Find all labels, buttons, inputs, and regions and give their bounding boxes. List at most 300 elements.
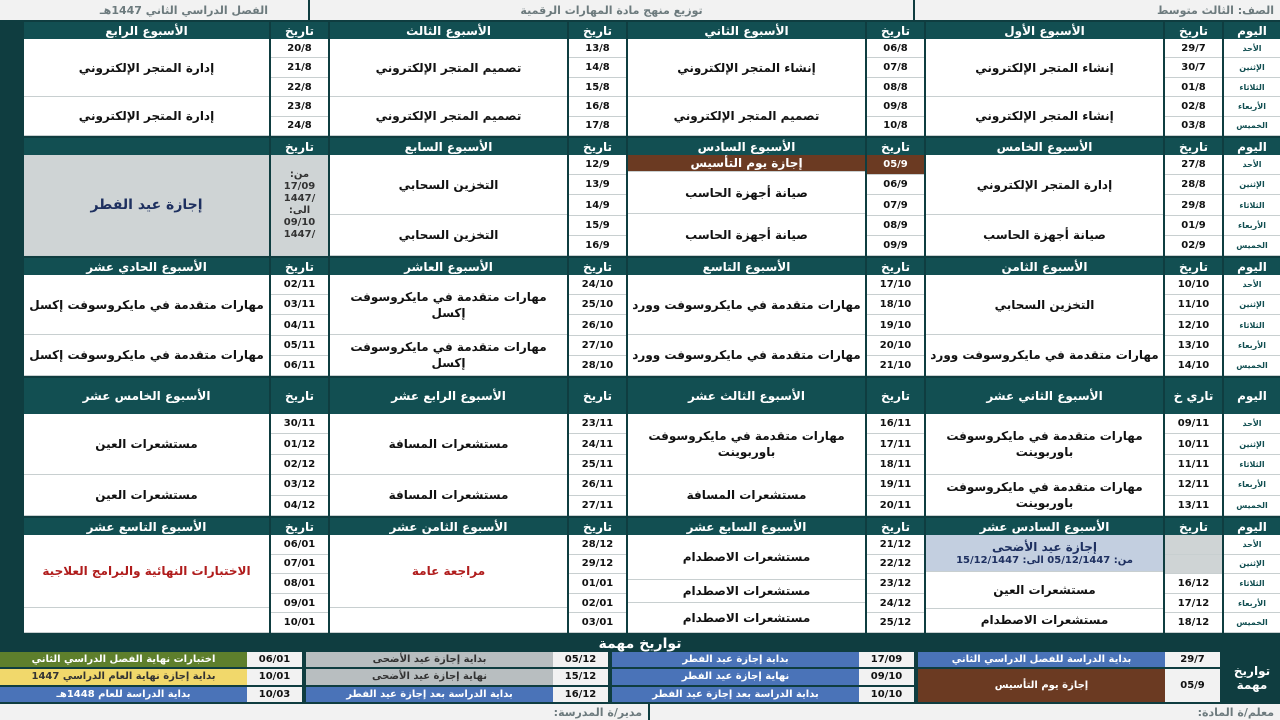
important-date-row: [306, 669, 610, 684]
date-column: [867, 22, 924, 136]
day-cell: الأحد: [1224, 414, 1280, 434]
date-cell: 06/9: [867, 175, 924, 195]
important-date-row: [0, 687, 304, 702]
lesson-cell: مهارات متقدمة في مايكروسوفت إكسل: [24, 335, 269, 376]
important-date-row: [306, 652, 610, 667]
date-column: [1165, 138, 1222, 256]
date-cell: 08/8: [867, 78, 924, 97]
date-cell: 17/8: [569, 117, 626, 136]
date-cell: 10/11: [1165, 434, 1222, 454]
date-header: تاريخ: [569, 22, 626, 39]
date-cell: 13/9: [569, 175, 626, 195]
week-header: الأسبوع الحادي عشر: [24, 258, 269, 275]
date-cell: 17/12: [1165, 594, 1222, 614]
teacher-field: معلم/ة المادة:: [650, 704, 1280, 720]
day-column: [1224, 378, 1280, 516]
date-cell: 01/12: [271, 434, 328, 454]
date-cell: 29/12: [569, 555, 626, 575]
lesson-cell: مستشعرات الاصطدام: [628, 580, 865, 603]
week-header: الأسبوع التاسع: [628, 258, 865, 275]
day-cell: الخميس: [1224, 236, 1280, 256]
week-header: الأسبوع الثاني عشر: [926, 378, 1163, 414]
week-header: الأسبوع السادس عشر: [926, 518, 1163, 535]
date-cell: 23/8: [271, 97, 328, 116]
date-column: [867, 518, 924, 633]
range-part: /1447: [283, 193, 316, 204]
date-cell: 18/12: [1165, 613, 1222, 633]
week-header: الأسبوع الأول: [926, 22, 1163, 39]
date-header: تاريخ: [867, 378, 924, 414]
lesson-column: [330, 22, 567, 136]
lesson-column: [926, 258, 1163, 376]
lesson-column: [24, 258, 269, 376]
important-date-value: 10/03: [247, 687, 302, 702]
date-column: [867, 138, 924, 256]
date-cell: 19/11: [867, 475, 924, 495]
date-header: تاريخ: [1165, 138, 1222, 155]
date-header: تاريخ: [271, 518, 328, 535]
date-cell: 11/11: [1165, 455, 1222, 475]
date-cell: 20/8: [271, 39, 328, 58]
range-part: من:: [289, 169, 310, 180]
date-column: [1165, 378, 1222, 516]
important-date-label: إجازة يوم التأسيس: [918, 669, 1165, 702]
holiday-banner: إجازة يوم التأسيس: [628, 155, 865, 172]
lesson-column: [926, 378, 1163, 516]
important-date-label: نهاية إجازة عيد الفطر: [612, 669, 859, 684]
date-cell: 14/8: [569, 58, 626, 77]
date-cell: 16/11: [867, 414, 924, 434]
lesson-body: [926, 275, 1163, 376]
day-cell: الخميس: [1224, 496, 1280, 516]
day-cell: الأربعاء: [1224, 336, 1280, 356]
date-cell: 09/9: [867, 236, 924, 256]
lesson-cell: الاختبارات النهائية والبرامج العلاجية: [24, 535, 269, 608]
day-cell: الخميس: [1224, 356, 1280, 376]
date-cell: 08/9: [867, 216, 924, 236]
date-cell: 21/10: [867, 356, 924, 376]
day-cell: الثلاثاء: [1224, 574, 1280, 594]
blank-cell: [24, 608, 269, 633]
day-cell: الثلاثاء: [1224, 455, 1280, 475]
date-cell: 24/12: [867, 594, 924, 614]
date-cell: 25/11: [569, 455, 626, 475]
date-cell: 01/9: [1165, 216, 1222, 236]
date-cell: 21/8: [271, 58, 328, 77]
week-header: الأسبوع السابع عشر: [628, 518, 865, 535]
date-cell: 15/9: [569, 216, 626, 236]
date-cell: 01/8: [1165, 78, 1222, 97]
important-col2: [612, 652, 916, 704]
date-cell: 10/01: [271, 613, 328, 633]
important-date-label: بداية الدراسة بعد إجازة عيد الفطر: [306, 687, 553, 702]
date-cell: 05/9: [867, 155, 924, 175]
holiday-title: إجازة عيد الأضحى: [991, 539, 1098, 554]
lesson-cell: مهارات متقدمة في مايكروسوفت إكسل: [330, 275, 567, 335]
week-block: [0, 518, 1280, 633]
date-cell: 30/11: [271, 414, 328, 434]
date-cell: 06/01: [271, 535, 328, 555]
lesson-body: [628, 535, 865, 633]
day-cell: الأحد: [1224, 39, 1280, 58]
lesson-cell: مهارات متقدمة في مايكروسوفت إكسل: [330, 335, 567, 376]
important-date-value: 17/09: [859, 652, 914, 667]
date-cell: 02/01: [569, 594, 626, 614]
date-cell: 11/10: [1165, 295, 1222, 315]
important-date-row: [0, 669, 304, 684]
day-header: اليوم: [1224, 22, 1280, 39]
lesson-cell: مستشعرات الاصطدام: [628, 535, 865, 580]
lesson-body: [330, 39, 567, 136]
lesson-cell: تصميم المتجر الإلكتروني: [330, 39, 567, 97]
important-col3: [306, 652, 610, 704]
lesson-body: [330, 155, 567, 256]
week-header: الأسبوع الخامس عشر: [24, 378, 269, 414]
important-date-row: [612, 652, 916, 667]
date-cell: 30/7: [1165, 58, 1222, 77]
lesson-cell: إدارة المتجر الإلكتروني: [24, 39, 269, 97]
day-cell: الإثنين: [1224, 175, 1280, 195]
lesson-column: [628, 258, 865, 376]
date-header: تاريخ: [271, 258, 328, 275]
date-header: تاريخ: [867, 518, 924, 535]
day-cell: الخميس: [1224, 613, 1280, 633]
date-column: [1165, 518, 1222, 633]
week-header: الأسبوع الرابع: [24, 22, 269, 39]
day-header: اليوم: [1224, 258, 1280, 275]
day-cell: الأربعاء: [1224, 216, 1280, 236]
lesson-body: [926, 535, 1163, 633]
important-date-label: بداية إجازة عيد الفطر: [612, 652, 859, 667]
important-date-value: 10/01: [247, 669, 302, 684]
date-cell: 20/11: [867, 496, 924, 516]
day-cell: الأربعاء: [1224, 97, 1280, 116]
holiday-column: [24, 138, 269, 256]
lesson-cell: مستشعرات الاصطدام: [926, 609, 1163, 633]
date-cell: 07/01: [271, 555, 328, 575]
holiday-date-column: [271, 138, 328, 256]
day-cell: الثلاثاء: [1224, 315, 1280, 335]
date-column: [271, 258, 328, 376]
important-date-value: 16/12: [553, 687, 608, 702]
date-cell: 20/10: [867, 336, 924, 356]
range-part: 09/10: [283, 217, 316, 228]
lesson-cell: التخزين السحابي: [926, 275, 1163, 335]
day-header: اليوم: [1224, 138, 1280, 155]
week-block: [0, 378, 1280, 516]
date-cell: 03/12: [271, 475, 328, 495]
lesson-column: [330, 378, 567, 516]
lesson-column: [330, 138, 567, 256]
term-label: الفصل الدراسي الثاني 1447هـ: [0, 0, 308, 20]
date-cell: 06/8: [867, 39, 924, 58]
grade-label: الصف: الثالث متوسط: [915, 0, 1280, 20]
lesson-column: [330, 258, 567, 376]
date-header: تاريخ: [867, 138, 924, 155]
date-cell: 25/10: [569, 295, 626, 315]
date-cell: 29/7: [1165, 39, 1222, 58]
lesson-column: [628, 518, 865, 633]
lesson-body: [926, 39, 1163, 136]
important-date-label: بداية إجازة عيد الأضحى: [306, 652, 553, 667]
lesson-cell: التخزين السحابي: [330, 155, 567, 215]
empty-header: [24, 138, 269, 155]
date-cell: 13/10: [1165, 336, 1222, 356]
date-column: [1165, 258, 1222, 376]
day-cell: الأحد: [1224, 535, 1280, 555]
important-date-value: 29/7: [1165, 652, 1220, 667]
lesson-cell: التخزين السحابي: [330, 215, 567, 256]
week-header: الأسبوع الثالث عشر: [628, 378, 865, 414]
lesson-cell: صيانة أجهزة الحاسب: [628, 172, 865, 214]
week-header: الأسبوع الخامس: [926, 138, 1163, 155]
date-cell: 17/11: [867, 434, 924, 454]
date-cell: 26/10: [569, 315, 626, 335]
page-title: توزيع منهج مادة المهارات الرقمية: [310, 0, 913, 20]
week-header: الأسبوع التاسع عشر: [24, 518, 269, 535]
lesson-body: [330, 535, 567, 633]
important-date-row: [612, 669, 916, 684]
important-date-label: بداية الدراسة للعام 1448هـ: [0, 687, 247, 702]
date-cell: 18/10: [867, 295, 924, 315]
date-cell: 21/12: [867, 535, 924, 555]
week-block: [0, 258, 1280, 376]
date-cell: 24/11: [569, 434, 626, 454]
lesson-column: [24, 518, 269, 633]
lesson-cell: مراجعة عامة: [330, 535, 567, 608]
date-cell: 04/12: [271, 496, 328, 516]
date-header: تاريخ: [271, 22, 328, 39]
date-cell: 16/12: [1165, 574, 1222, 594]
date-cell: 17/10: [867, 275, 924, 295]
date-cell: 16/9: [569, 236, 626, 256]
lesson-body: [926, 155, 1163, 256]
date-column: [867, 258, 924, 376]
date-cell: 28/8: [1165, 175, 1222, 195]
day-cell: الأربعاء: [1224, 475, 1280, 495]
date-header: تاريخ: [867, 22, 924, 39]
lesson-cell: إنشاء المتجر الإلكتروني: [628, 39, 865, 97]
date-cell: 12/9: [569, 155, 626, 175]
lesson-column: [628, 22, 865, 136]
date-cell: 02/8: [1165, 97, 1222, 116]
date-cell: 09/11: [1165, 414, 1222, 434]
day-cell: الثلاثاء: [1224, 195, 1280, 215]
day-cell: الأحد: [1224, 275, 1280, 295]
lesson-body: [24, 535, 269, 633]
date-cell: 03/11: [271, 295, 328, 315]
lesson-cell: مستشعرات العين: [926, 572, 1163, 609]
important-date-label: بداية الدراسة بعد إجازة عيد الفطر: [612, 687, 859, 702]
date-cell: 09/8: [867, 97, 924, 116]
date-cell: 27/8: [1165, 155, 1222, 175]
day-cell: الأربعاء: [1224, 594, 1280, 614]
important-col1: [918, 652, 1222, 704]
lesson-cell: تصميم المتجر الإلكتروني: [628, 97, 865, 136]
lesson-cell: إنشاء المتجر الإلكتروني: [926, 39, 1163, 97]
important-date-value: 06/01: [247, 652, 302, 667]
lesson-cell: مهارات متقدمة في مايكروسوفت إكسل: [24, 275, 269, 335]
week-header: الأسبوع الثاني: [628, 22, 865, 39]
date-cell: 09/01: [271, 594, 328, 614]
day-cell: الأحد: [1224, 155, 1280, 175]
important-date-row: [612, 687, 916, 702]
date-cell: 14/10: [1165, 356, 1222, 376]
day-cell: الإثنين: [1224, 295, 1280, 315]
week-block: [0, 138, 1280, 256]
date-cell: 02/9: [1165, 236, 1222, 256]
date-column: [867, 378, 924, 516]
day-column: [1224, 258, 1280, 376]
important-dates-title: تواريخ مهمة: [598, 635, 682, 652]
date-cell: 03/01: [569, 613, 626, 633]
date-cell: 01/01: [569, 574, 626, 594]
lesson-cell: مستشعرات المسافة: [330, 475, 567, 516]
lesson-cell: مستشعرات العين: [24, 414, 269, 475]
holiday-banner: [926, 535, 1163, 572]
date-cell: 19/10: [867, 315, 924, 335]
date-cell: 24/10: [569, 275, 626, 295]
important-date-value: 09/10: [859, 669, 914, 684]
date-cell: 04/11: [271, 315, 328, 335]
date-cell: 10/10: [1165, 275, 1222, 295]
lesson-body: [24, 414, 269, 516]
lesson-cell: مستشعرات العين: [24, 475, 269, 516]
day-cell: الخميس: [1224, 117, 1280, 136]
day-cell: الإثنين: [1224, 434, 1280, 454]
date-column: [569, 138, 626, 256]
day-header: اليوم: [1224, 518, 1280, 535]
date-header: تاريخ: [569, 518, 626, 535]
important-date-value: 10/10: [859, 687, 914, 702]
day-column: [1224, 518, 1280, 633]
week-header: الأسبوع السابع: [330, 138, 567, 155]
important-date-label: اختبارات نهاية الفصل الدراسي الثاني: [0, 652, 247, 667]
date-cell: 22/8: [271, 78, 328, 97]
date-cell: 18/11: [867, 455, 924, 475]
date-cell: 25/12: [867, 613, 924, 633]
lesson-cell: مهارات متقدمة في مايكروسوفت باوربوينت: [628, 414, 865, 475]
date-cell: 08/01: [271, 574, 328, 594]
important-date-label: بداية الدراسة للفصل الدراسي الثاني: [918, 652, 1165, 667]
lesson-cell: مهارات متقدمة في مايكروسوفت وورد: [926, 335, 1163, 376]
date-cell: 26/11: [569, 475, 626, 495]
lesson-column: [330, 518, 567, 633]
lesson-body: [24, 39, 269, 136]
date-cell: 29/8: [1165, 195, 1222, 215]
date-cell: 23/11: [569, 414, 626, 434]
lesson-column: [628, 378, 865, 516]
lesson-cell: مستشعرات المسافة: [330, 414, 567, 475]
lesson-cell: إدارة المتجر الإلكتروني: [24, 97, 269, 136]
date-cell: 13/11: [1165, 496, 1222, 516]
lesson-column: [628, 138, 865, 256]
blank-cell: [330, 608, 567, 633]
holiday-range: [271, 155, 328, 256]
day-cell: الإثنين: [1224, 555, 1280, 575]
date-column: [271, 518, 328, 633]
important-col4: [0, 652, 304, 704]
date-header: تاريخ: [271, 138, 328, 155]
week-header: الأسبوع الثامن عشر: [330, 518, 567, 535]
week-header: الأسبوع العاشر: [330, 258, 567, 275]
date-cell: 12/11: [1165, 475, 1222, 495]
important-date-value: 05/12: [553, 652, 608, 667]
date-cell: 02/12: [271, 455, 328, 475]
week-header: الأسبوع الثامن: [926, 258, 1163, 275]
week-header: الأسبوع السادس: [628, 138, 865, 155]
date-header: تاريخ: [569, 378, 626, 414]
range-part: 17/09: [283, 181, 316, 192]
date-header: تاريخ: [569, 138, 626, 155]
date-header: تاريخ: [1165, 258, 1222, 275]
holiday-label: إجازة عيد الفطر: [24, 155, 269, 256]
date-header: تاريخ: [867, 258, 924, 275]
lesson-cell: مستشعرات الاصطدام: [628, 603, 865, 633]
date-cell: 07/9: [867, 195, 924, 215]
lesson-column: [926, 138, 1163, 256]
lesson-cell: تصميم المتجر الإلكتروني: [330, 97, 567, 136]
date-cell: 10/8: [867, 117, 924, 136]
lesson-cell: مهارات متقدمة في مايكروسوفت باوربوينت: [926, 414, 1163, 475]
lesson-column: [24, 22, 269, 136]
date-cell: 23/12: [867, 574, 924, 594]
date-column: [569, 378, 626, 516]
date-cell: 16/8: [569, 97, 626, 116]
date-column: [569, 518, 626, 633]
lesson-body: [330, 414, 567, 516]
lesson-body: [628, 414, 865, 516]
date-column: [1165, 22, 1222, 136]
date-cell: 15/8: [569, 78, 626, 97]
important-date-row: [918, 652, 1222, 667]
lesson-cell: مستشعرات المسافة: [628, 475, 865, 516]
lesson-body: [926, 414, 1163, 516]
date-column: [569, 258, 626, 376]
range-part: الى:: [288, 205, 311, 216]
lesson-column: [926, 22, 1163, 136]
date-header: تاريخ: [569, 258, 626, 275]
date-cell: 05/11: [271, 336, 328, 356]
important-date-value: 15/12: [553, 669, 608, 684]
lesson-cell: إنشاء المتجر الإلكتروني: [926, 97, 1163, 136]
date-header: تاري خ: [1165, 378, 1222, 414]
lesson-cell: صيانة أجهزة الحاسب: [628, 214, 865, 256]
date-header: تاريخ: [271, 378, 328, 414]
lesson-cell: مهارات متقدمة في مايكروسوفت باوربوينت: [926, 475, 1163, 516]
lesson-body: [24, 275, 269, 376]
date-cell: 24/8: [271, 117, 328, 136]
date-cell: 07/8: [867, 58, 924, 77]
important-date-label: بداية إجازة نهاية العام الدراسي 1447: [0, 669, 247, 684]
date-column: [271, 22, 328, 136]
date-cell: 28/10: [569, 356, 626, 376]
important-date-label: نهاية إجازة عيد الأضحى: [306, 669, 553, 684]
date-header: تاريخ: [1165, 518, 1222, 535]
date-cell: 13/8: [569, 39, 626, 58]
date-cell: [1165, 535, 1222, 555]
date-cell: 27/10: [569, 336, 626, 356]
date-cell: 14/9: [569, 195, 626, 215]
important-date-value: 05/9: [1165, 669, 1220, 702]
lesson-cell: مهارات متقدمة في مايكروسوفت وورد: [628, 275, 865, 335]
date-cell: 06/11: [271, 356, 328, 376]
holiday-range: من: 05/12/1447 الى: 15/12/1447: [956, 554, 1133, 566]
week-block: [0, 22, 1280, 136]
date-cell: 27/11: [569, 496, 626, 516]
lesson-body: [628, 155, 865, 256]
principal-field: مدير/ة المدرسة:: [0, 704, 648, 720]
